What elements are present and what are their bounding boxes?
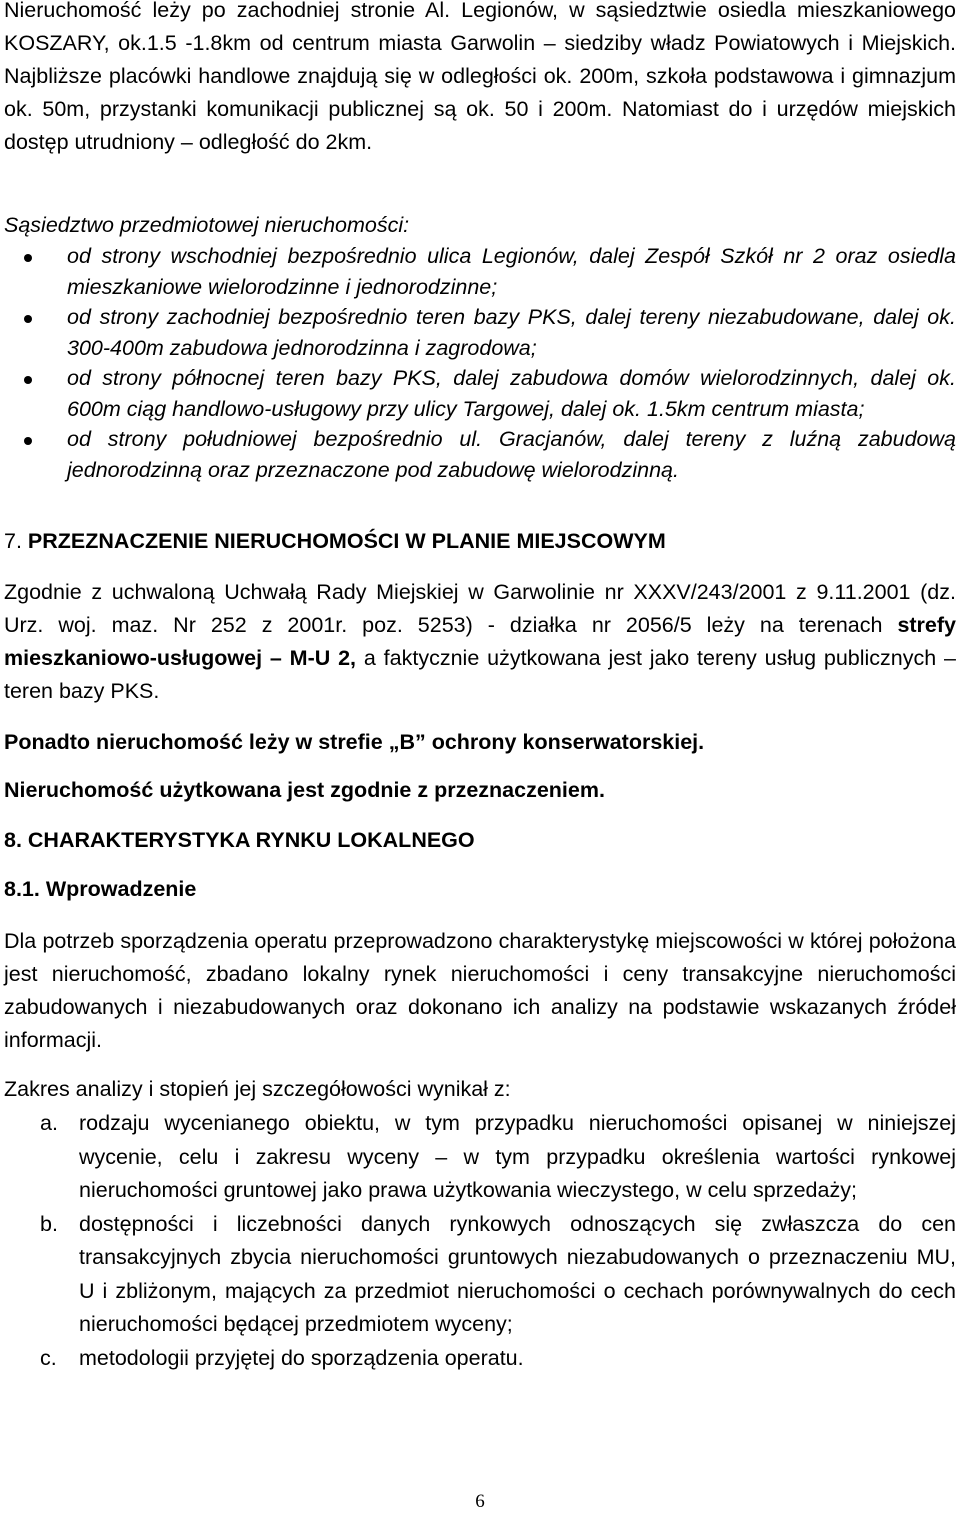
- list-item: [0, 424, 960, 485]
- list-item: [0, 241, 960, 302]
- list-item-text: od strony zachodniej bezpośrednio teren bazy PKS, dalej tereny niezabudowane, dalej ok. 300-400m zabudowa jednorodzinna i zagrodowa;: [67, 305, 956, 360]
- list-item-letter: a.: [40, 1111, 58, 1135]
- intro-paragraph: Dla potrzeb sporządzenia operatu przeprowadzono charakterystykę miejscowości w której położona jest nieruchomość, zbadano lokalny rynek nieruchomości i ceny transakcyjne nieruchomości zabudowanych i niezabudowanych oraz dokonano ich analizy na podstawie wskazanych źródeł informacji.: [4, 929, 956, 1052]
- list-item-letter: c.: [40, 1345, 57, 1370]
- zoning-text-after: a faktycznie użytkowana jest jako tereny usług publicznych – teren bazy PKS.: [4, 646, 957, 703]
- page-number: 6: [475, 1491, 485, 1512]
- bullet-icon: [24, 376, 32, 384]
- usage-note: Nieruchomość użytkowana jest zgodnie z przeznaczeniem.: [4, 778, 605, 802]
- list-item-text: dostępności i liczebności danych rynkowych odnoszących się zwłaszcza do cen transakcyjnych zbycia nieruchomości gruntowych niezabudowanych o przeznaczeniu MU, U i zbliżonym, mających za przedmiot nieruchomości o cechach porównywalnych do cech nieruchomości będącej przedmiotem wyceny;: [79, 1211, 956, 1336]
- scope-heading: Zakres analizy i stopień jej szczegółowości wynikał z:: [4, 1077, 511, 1101]
- zoning-paragraph: [4, 576, 956, 708]
- section-8-heading: 8. CHARAKTERYSTYKA RYNKU LOKALNEGO: [4, 828, 475, 852]
- bullet-icon: [24, 315, 32, 323]
- list-item: [0, 302, 960, 363]
- list-item: [0, 1342, 960, 1376]
- zoning-zone-name: strefy mieszkaniowo-usługowej – M-U 2,: [4, 613, 956, 670]
- zoning-text-before: Zgodnie z uchwaloną Uchwałą Rady Miejskiej w Garwolinie nr XXXV/243/2001 z 9.11.2001 (dz. Urz. woj. maz. Nr 252 z 2001r. poz. 5253) - działka nr 2056/5 leży na terenach: [4, 580, 956, 637]
- neighbourhood-list: [0, 241, 960, 485]
- list-item: [0, 1107, 960, 1208]
- bullet-icon: [24, 437, 32, 445]
- list-item-text: od strony północnej teren bazy PKS, dalej zabudowa domów wielorodzinnych, dalej ok. 600m ciąg handlowo-usługowy przy ulicy Targowej, dalej ok. 1.5km centrum miasta;: [67, 366, 956, 421]
- list-item-text: rodzaju wycenianego obiektu, w tym przypadku nieruchomości opisanej w niniejszej wycenie, celu i zakresu wyceny – w tym przypadku określenia wartości rynkowej nieruchomości gruntowej jako prawa użytkowania wieczystego, w celu sprzedaży;: [79, 1111, 956, 1202]
- list-item-text: metodologii przyjętej do sporządzenia operatu.: [79, 1345, 524, 1370]
- location-paragraph: Nieruchomość leży po zachodniej stronie Al. Legionów, w sąsiedztwie osiedla mieszkaniowego KOSZARY, ok.1.5 -1.8km od centrum miasta Garwolin – siedziby władz Powiatowych i Miejskich. Najbliższe placówki handlowe znajdują się w odległości ok. 200m, szkoła podstawowa i gimnazjum ok. 50m, przystanki komunikacji publicznej są ok. 50 i 200m. Natomiast do i urzędów miejskich dostęp utrudniony – odległość do 2km.: [4, 0, 956, 154]
- list-item-text: od strony wschodniej bezpośrednio ulica Legionów, dalej Zespół Szkół nr 2 oraz osiedla mieszkaniowe wielorodzinne i jednorodzinne;: [67, 244, 956, 299]
- section-7-title: PRZEZNACZENIE NIERUCHOMOŚCI W PLANIE MIEJSCOWYM: [27, 529, 666, 553]
- bullet-icon: [24, 254, 32, 262]
- list-item-text: od strony południowej bezpośrednio ul. Gracjanów, dalej tereny z luźną zabudową jednorodzinną oraz przeznaczone pod zabudowę wielorodzinną.: [67, 427, 956, 482]
- section-8-1-heading: 8.1. Wprowadzenie: [4, 877, 197, 901]
- conservation-note: Ponadto nieruchomość leży w strefie „B” ochrony konserwatorskiej.: [4, 730, 705, 754]
- section-7-number: 7.: [4, 529, 22, 553]
- scope-list: [0, 1107, 960, 1375]
- list-item: [0, 1208, 960, 1342]
- list-item-letter: b.: [40, 1211, 58, 1236]
- neighbourhood-heading: Sąsiedztwo przedmiotowej nieruchomości:: [4, 213, 410, 237]
- section-7-heading: [4, 525, 956, 558]
- list-item: [0, 363, 960, 424]
